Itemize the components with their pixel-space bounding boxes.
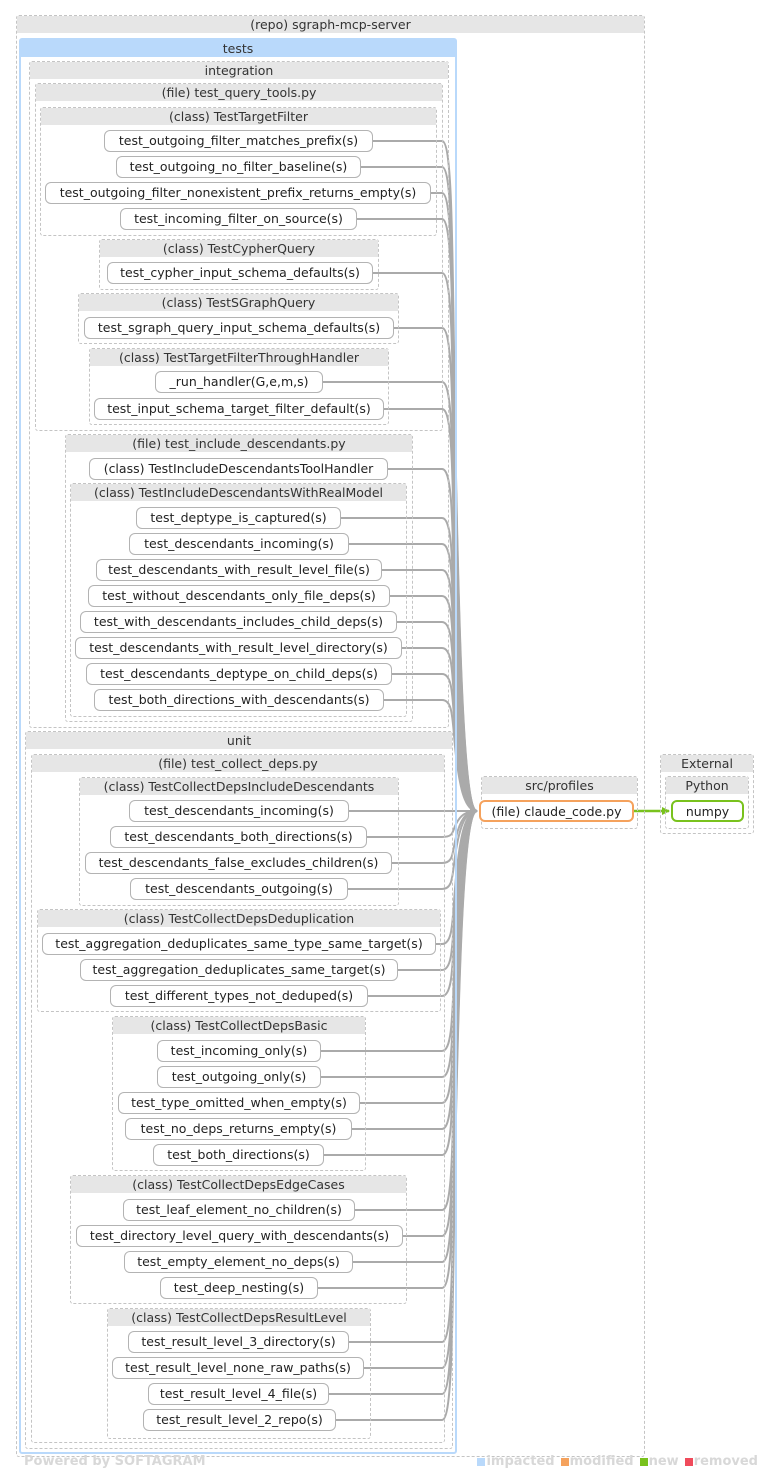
test-node[interactable]: test_result_level_3_directory(s) [128,1331,349,1353]
test-node[interactable]: test_empty_element_no_deps(s) [124,1251,353,1273]
legend-label: new [648,1454,679,1469]
repo-title: (repo) sgraph-mcp-server [17,16,644,33]
test-node[interactable]: test_leaf_element_no_children(s) [123,1199,355,1221]
test-node[interactable]: test_outgoing_only(s) [157,1066,321,1088]
test-node[interactable]: test_outgoing_no_filter_baseline(s) [116,156,361,178]
legend-label: removed [693,1454,758,1469]
test-node[interactable]: test_descendants_incoming(s) [129,800,349,822]
test-node[interactable]: test_descendants_false_excludes_children(s) [85,852,392,874]
class-title: (class) TestCypherQuery [100,240,378,257]
file-title: (file) test_collect_deps.py [32,755,444,772]
test-node[interactable]: test_different_types_not_deduped(s) [110,985,368,1007]
test-node[interactable]: test_both_directions_with_descendants(s) [94,689,384,711]
class-node[interactable]: (class) TestIncludeDescendantsToolHandler [89,458,388,480]
class-title: (class) TestCollectDepsIncludeDescendants [80,778,398,795]
test-node[interactable]: test_result_level_2_repo(s) [143,1409,336,1431]
tests-title: tests [21,40,455,57]
claude-code-file-node[interactable]: (file) claude_code.py [479,800,634,822]
unit-title: unit [26,732,452,749]
test-node[interactable]: test_descendants_with_result_level_file(s) [96,559,382,581]
test-node[interactable]: test_descendants_outgoing(s) [130,878,348,900]
test-node[interactable]: test_descendants_incoming(s) [129,533,349,555]
legend-swatch [561,1458,569,1466]
test-node[interactable]: test_with_descendants_includes_child_deps(s) [80,611,397,633]
legend-item-removed [685,1454,758,1469]
legend-item-impacted [477,1454,554,1469]
numpy-node[interactable]: numpy [671,800,744,822]
legend-swatch [640,1458,648,1466]
file-title: (file) test_query_tools.py [36,84,442,101]
class-title: (class) TestIncludeDescendantsWithRealModel [71,484,406,501]
legend-label: impacted [486,1454,555,1469]
test-node[interactable]: test_result_level_none_raw_paths(s) [112,1357,364,1379]
class-title: (class) TestCollectDepsResultLevel [108,1309,370,1326]
test-node[interactable]: test_aggregation_deduplicates_same_target(s) [80,959,398,981]
file-title: (file) test_include_descendants.py [66,435,412,452]
test-node[interactable]: test_descendants_both_directions(s) [110,826,367,848]
test-node[interactable]: test_result_level_4_file(s) [148,1383,329,1405]
test-node[interactable]: test_descendants_deptype_on_child_deps(s) [86,663,392,685]
class-title: (class) TestCollectDepsDeduplication [38,910,440,927]
test-node[interactable]: test_directory_level_query_with_descendants(s) [76,1225,403,1247]
python-title: Python [666,777,748,794]
external-title: External [661,755,753,772]
test-node[interactable]: test_aggregation_deduplicates_same_type_same_target(s) [42,933,436,955]
class-title: (class) TestCollectDepsEdgeCases [71,1176,406,1193]
class-title: (class) TestTargetFilterThroughHandler [90,349,388,366]
class-title: (class) TestCollectDepsBasic [113,1017,365,1034]
test-node[interactable]: test_no_deps_returns_empty(s) [125,1118,352,1140]
test-node[interactable]: test_type_omitted_when_empty(s) [118,1092,360,1114]
legend-item-modified [561,1454,634,1469]
test-node[interactable]: test_incoming_filter_on_source(s) [120,208,357,230]
legend-item-new [640,1454,679,1469]
class-title: (class) TestSGraphQuery [79,294,398,311]
legend-swatch [685,1458,693,1466]
test-node[interactable]: test_without_descendants_only_file_deps(s) [88,585,390,607]
profiles-title: src/profiles [482,777,637,794]
test-node[interactable]: test_input_schema_target_filter_default(s) [94,398,384,420]
test-node[interactable]: test_outgoing_filter_matches_prefix(s) [104,130,373,152]
test-node[interactable]: test_sgraph_query_input_schema_defaults(s) [84,317,394,339]
test-node[interactable]: _run_handler(G,e,m,s) [155,371,323,393]
test-node[interactable]: test_incoming_only(s) [157,1040,321,1062]
test-node[interactable]: test_descendants_with_result_level_directory(s) [75,637,402,659]
test-node[interactable]: test_cypher_input_schema_defaults(s) [107,262,373,284]
test-node[interactable]: test_outgoing_filter_nonexistent_prefix_returns_empty(s) [45,182,431,204]
legend [477,1454,758,1469]
integration-title: integration [30,62,448,79]
legend-swatch [477,1458,485,1466]
legend-label: modified [569,1454,634,1469]
test-node[interactable]: test_deep_nesting(s) [160,1277,318,1299]
softagram-brand: Powered by SOFTAGRAM [24,1454,206,1469]
class-title: (class) TestTargetFilter [41,108,436,125]
test-node[interactable]: test_deptype_is_captured(s) [136,507,341,529]
test-node[interactable]: test_both_directions(s) [153,1144,324,1166]
